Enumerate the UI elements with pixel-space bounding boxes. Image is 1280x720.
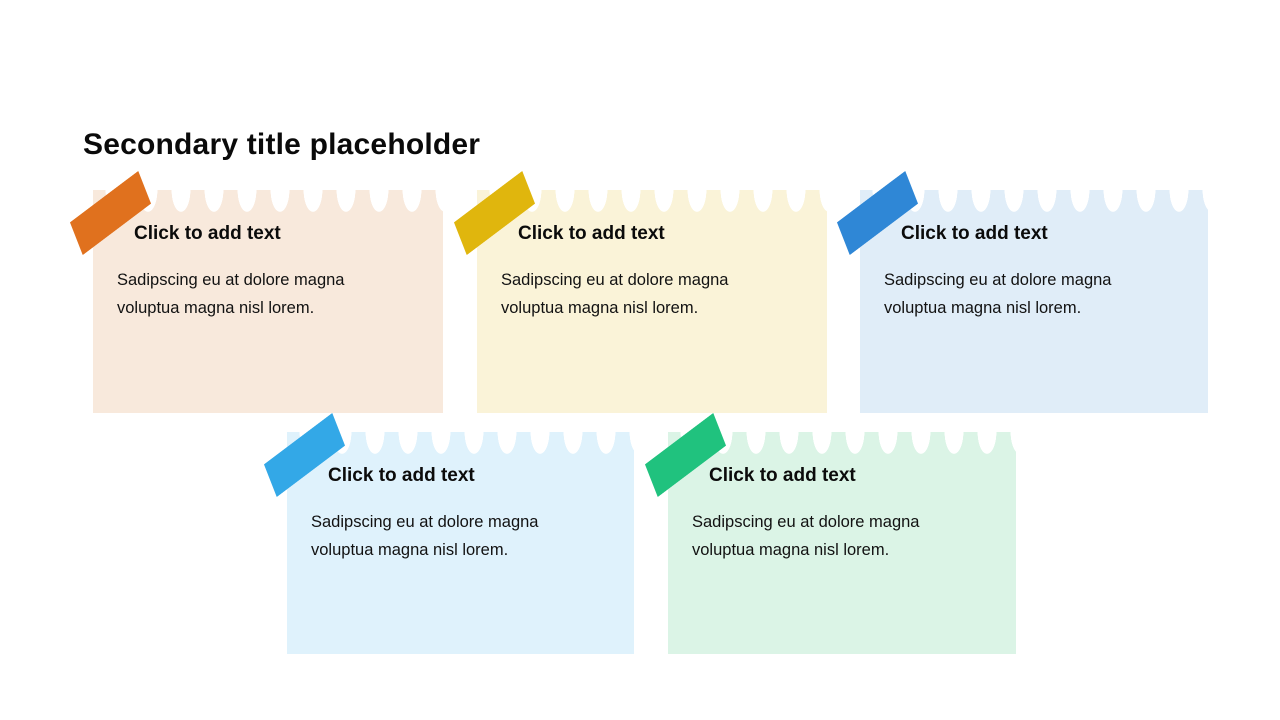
- card-body-text[interactable]: Sadipscing eu at dolore magna voluptua magna nisl lorem.: [117, 271, 345, 317]
- card-body-text[interactable]: Sadipscing eu at dolore magna voluptua magna nisl lorem.: [311, 513, 539, 559]
- note-card-1[interactable]: [93, 190, 443, 413]
- card-body-text[interactable]: Sadipscing eu at dolore magna voluptua magna nisl lorem.: [884, 271, 1112, 317]
- card-heading[interactable]: Click to add text: [709, 465, 856, 486]
- card-heading[interactable]: Click to add text: [328, 465, 475, 486]
- card-body-text[interactable]: Sadipscing eu at dolore magna voluptua magna nisl lorem.: [692, 513, 920, 559]
- note-card-5[interactable]: [668, 432, 1016, 654]
- card-heading[interactable]: Click to add text: [518, 223, 665, 244]
- card-heading[interactable]: Click to add text: [901, 223, 1048, 244]
- note-card-3[interactable]: [860, 190, 1208, 413]
- note-card-4[interactable]: [287, 432, 634, 654]
- note-card-2[interactable]: [477, 190, 827, 413]
- card-heading[interactable]: Click to add text: [134, 223, 281, 244]
- card-body-text[interactable]: Sadipscing eu at dolore magna voluptua magna nisl lorem.: [501, 271, 729, 317]
- slide-title[interactable]: Secondary title placeholder: [83, 128, 481, 161]
